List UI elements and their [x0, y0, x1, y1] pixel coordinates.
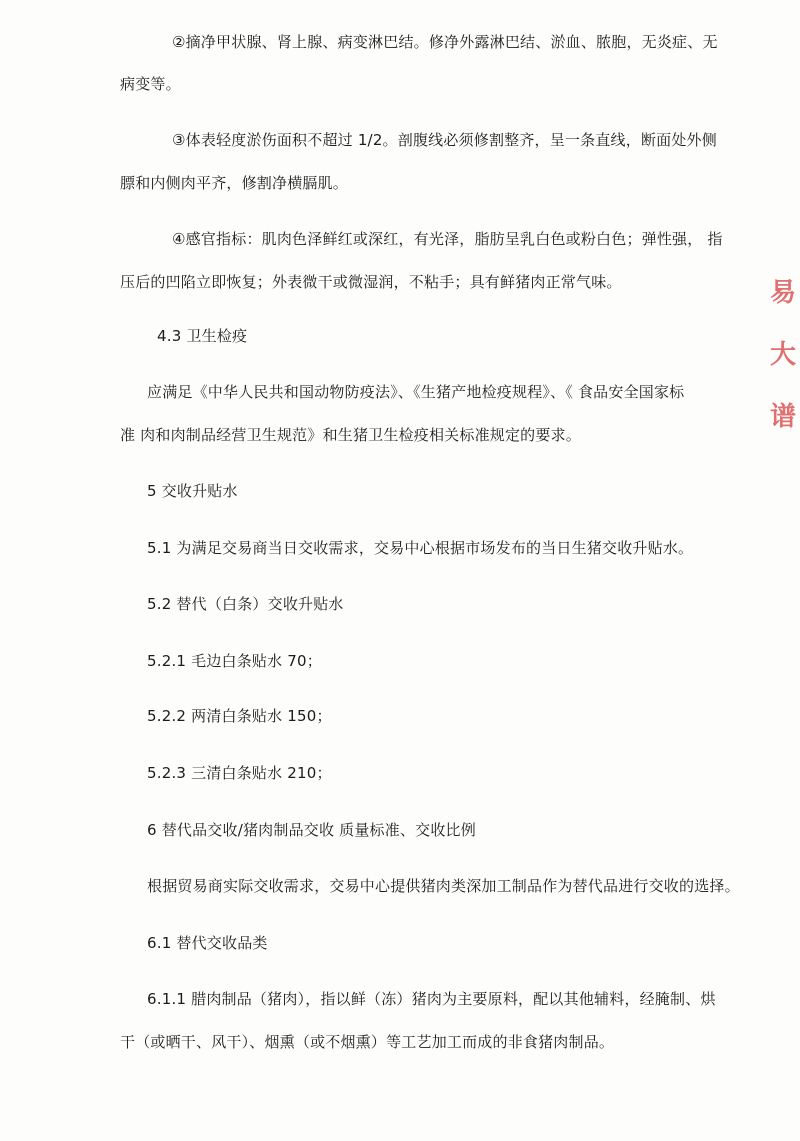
- text-line-8: 应满足《中华人民共和国动物防疫法》、《生猪产地检疫规程》、《 食品安全国家标: [147, 383, 685, 401]
- text-line-4: 膘和内侧肉平齐，修割净横膈肌。: [120, 174, 349, 192]
- section-heading-4-3: 4.3 卫生检疫: [157, 327, 248, 345]
- text-line-6: 压后的凹陷立即恢复；外表微干或微湿润，不粘手；具有鲜猪肉正常气味。: [120, 273, 622, 291]
- stamp-char-3: 谱: [770, 402, 797, 432]
- text-line-11: 5.1 为满足交易商当日交收需求，交易中心根据市场发布的当日生猪交收升贴水。: [147, 539, 694, 557]
- stamp-char-2: 大: [770, 340, 797, 370]
- text-line-1: ②摘净甲状腺、肾上腺、病变淋巴结。修净外露淋巴结、淤血、脓胞，无炎症、无: [172, 33, 718, 51]
- section-heading-6: 6 替代品交收/猪肉制品交收 质量标准、交收比例: [147, 821, 476, 839]
- text-line-15: 5.2.3 三清白条贴水 210；: [147, 764, 332, 782]
- stamp-char-1: 易: [770, 278, 797, 308]
- text-line-13: 5.2.1 毛边白条贴水 70；: [147, 652, 322, 670]
- section-heading-5-2: 5.2 替代（白条）交收升贴水: [147, 595, 344, 613]
- section-heading-5: 5 交收升贴水: [147, 482, 238, 500]
- text-line-2: 病变等。: [120, 75, 181, 93]
- text-line-17: 根据贸易商实际交收需求，交易中心提供猪肉类深加工制品作为替代品进行交收的选择。: [147, 877, 740, 895]
- text-line-3: ③体表轻度淤伤面积不超过 1/2。剖腹线必须修割整齐，呈一条直线，断面处外侧: [172, 131, 717, 149]
- text-line-20: 干（或晒干、风干）、烟熏（或不烟熏）等工艺加工而成的非食猪肉制品。: [120, 1033, 615, 1051]
- text-line-5: ④感官指标：肌肉色泽鲜红或深红，有光泽，脂肪呈乳白色或粉白色；弹性强， 指: [172, 230, 723, 248]
- text-line-19: 6.1.1 腊肉制品（猪肉），指以鲜（冻）猪肉为主要原料，配以其他辅料，经腌制、烘: [147, 990, 716, 1008]
- section-heading-6-1: 6.1 替代交收品类: [147, 934, 268, 952]
- red-seal-stamp: [762, 262, 800, 462]
- text-line-14: 5.2.2 两清白条贴水 150；: [147, 707, 332, 725]
- text-line-9: 准 肉和肉制品经营卫生规范》和生猪卫生检疫相关标准规定的要求。: [120, 426, 581, 444]
